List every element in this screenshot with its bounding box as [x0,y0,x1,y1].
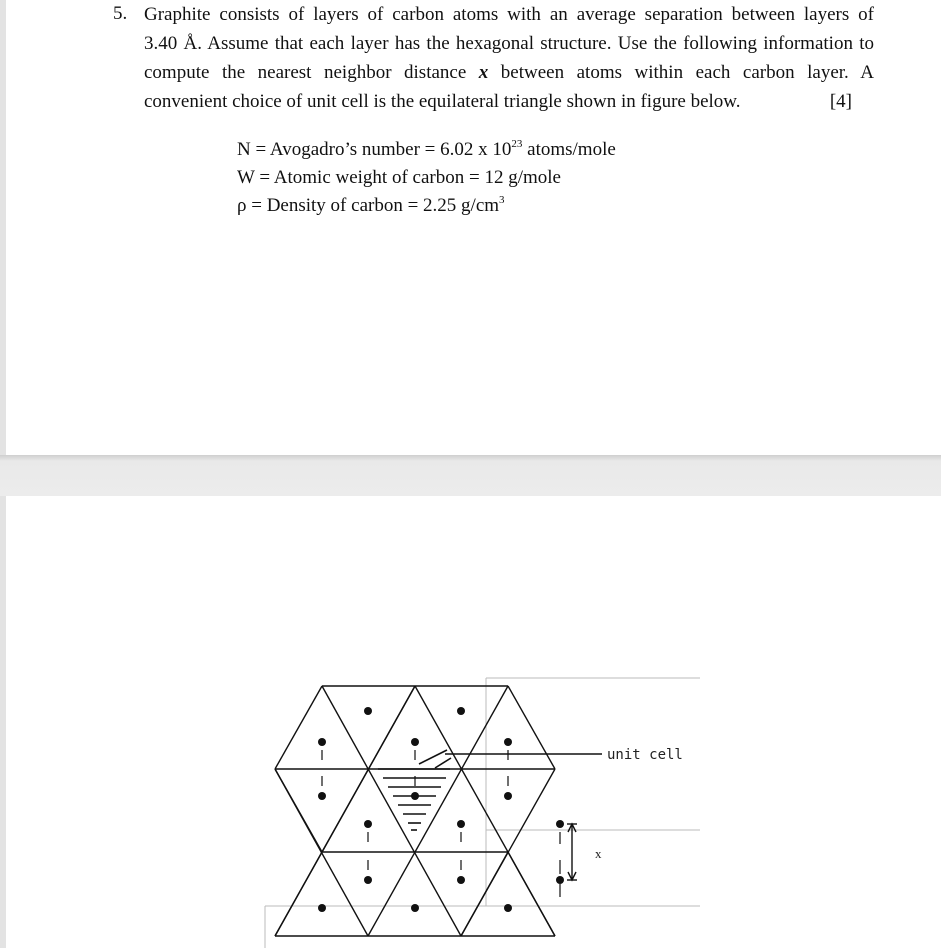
atom [318,792,326,800]
avogadro-label: N = Avogadro’s number = 6.02 x 10 [237,139,512,160]
atom [318,904,326,912]
avogadro-unit: atoms/mole [522,139,616,160]
variable-x: x [478,62,489,83]
question-text-line-3a: compute the nearest neighbor distance [144,62,479,83]
atom [457,707,465,715]
atom [457,876,465,884]
atom [364,876,372,884]
unit-cell-label: unit cell [607,747,683,763]
atom [504,738,512,746]
graphite-lattice-figure [255,672,715,948]
avogadro-exponent: 23 [511,138,523,150]
atom [556,820,564,828]
x-dimension-label: x [595,846,602,861]
question-text-line-1: Graphite consists of layers of carbon atoms with an average separation between layers of [144,4,874,25]
atom [364,707,372,715]
atom [364,820,372,828]
question-text-line-4 [144,90,874,114]
density-exponent: 3 [499,194,505,206]
given-atomic-weight: W = Atomic weight of carbon = 12 g/mole [237,167,561,188]
atom [318,738,326,746]
unit-cell-hatch [378,750,451,830]
given-avogadro [237,138,616,162]
guide-lines [265,678,700,948]
atom [411,904,419,912]
atom [411,792,419,800]
question-number: 5. [113,3,128,24]
marks-badge: [4] [829,91,852,112]
x-dimension-marker [567,824,577,880]
question-text-line-3 [144,61,874,85]
question-text-line-2: 3.40 Å. Assume that each layer has the hexagonal structure. Use the following information to [144,33,874,54]
question-text-line-4-text: convenient choice of unit cell is the equilateral triangle shown in figure below. [144,91,741,112]
carbon-atoms [318,707,564,912]
question-text-line-3b: between atoms within each carbon layer. A [488,62,874,83]
atom [411,738,419,746]
density-label: ρ = Density of carbon = 2.25 g/cm [237,195,500,216]
page-separator [0,455,941,496]
triangle-lattice [275,686,555,936]
atom [504,792,512,800]
atom [504,904,512,912]
given-density [237,194,505,218]
atom [556,876,564,884]
atom [457,820,465,828]
